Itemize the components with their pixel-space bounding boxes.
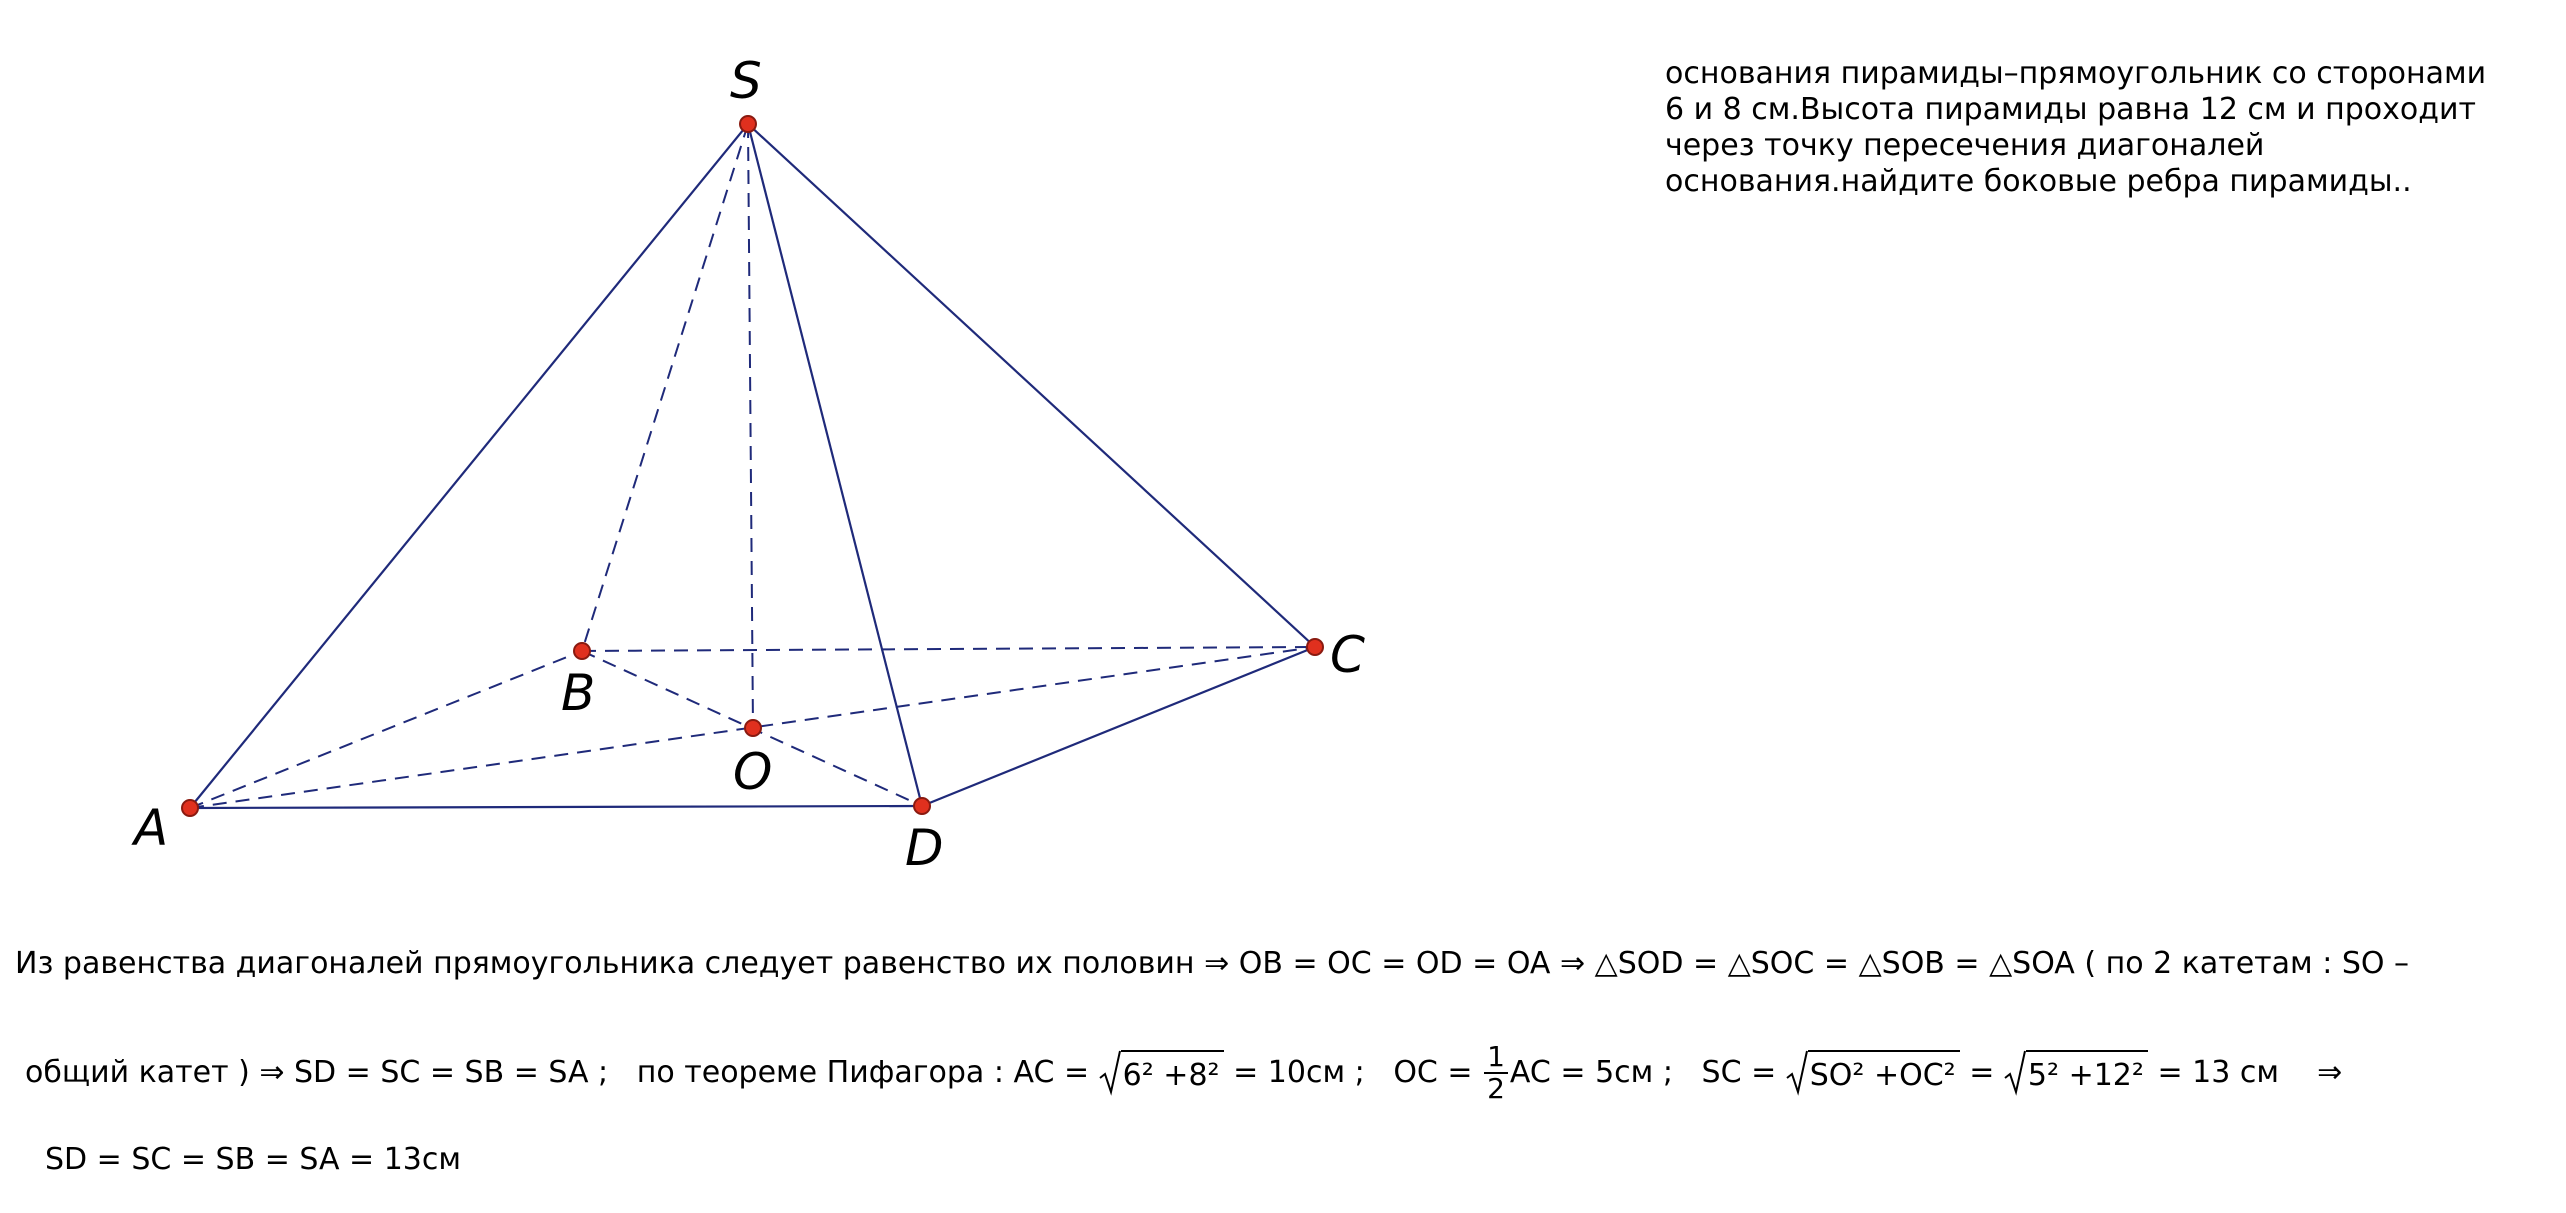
solution-line-2-text-d: = [1959,1055,2004,1090]
solution-line-1: Из равенства диагоналей прямоугольника следует равенство их половин ⇒ OB = OC = OD = OA ⇒ △SOD = △SOC = △SOB = △SOA ( по 2 катетам : SO – [15,946,2410,981]
solution-line-2-text-c: AC = 5см ; SC = [1509,1055,1786,1090]
edge-AD [190,806,922,808]
radical-sign-icon [1099,1050,1121,1096]
fraction-numerator: 1 [1484,1042,1508,1074]
radical-sign-icon [2004,1050,2026,1096]
edge-SB [582,124,748,651]
point-S [740,116,756,132]
sqrt-body-sc: SO² +OC² [1808,1050,1960,1096]
edge-AB [190,651,582,808]
point-D [914,798,930,814]
label-O: O [733,743,773,801]
problem-line-3: через точку пересечения диагоналей [1665,128,2265,163]
sqrt-body-ac: 6² +8² [1121,1050,1224,1096]
solution-line-2 [25,1042,2342,1104]
edge-SA [190,124,748,808]
point-A [182,800,198,816]
solution-line-2-text-e: = 13 см ⇒ [2147,1055,2343,1090]
edge-DC [922,647,1315,806]
label-A: A [134,799,169,857]
fraction-one-half [1484,1042,1508,1104]
point-B [574,643,590,659]
label-S: S [730,52,762,110]
problem-line-2: 6 и 8 см.Высота пирамиды равна 12 см и проходит [1665,92,2476,127]
label-B: B [561,664,596,722]
edge-SD [748,124,922,806]
label-D: D [905,819,944,877]
sqrt-expression-ac [1099,1050,1224,1096]
point-C [1307,639,1323,655]
solution-line-2-text-b: = 10см ; OC = [1223,1055,1483,1090]
edge-SO [748,124,753,728]
sqrt-expression-sc [1786,1050,1960,1096]
sqrt-expression-numeric [2004,1050,2148,1096]
sqrt-body-numeric: 5² +12² [2026,1050,2148,1096]
fraction-denominator: 2 [1487,1072,1505,1105]
problem-statement [1665,56,2545,200]
edge-SC [748,124,1315,647]
pyramid-diagram [0,0,1450,900]
problem-line-1: основания пирамиды–прямоугольник со сторонами [1665,56,2487,91]
dashed-edges [190,124,1315,808]
edge-BC [582,647,1315,651]
point-O [745,720,761,736]
solution-line-2-text-a: общий катет ) ⇒ SD = SC = SB = SA ; по теореме Пифагора : AC = [25,1055,1099,1090]
radical-sign-icon [1786,1050,1808,1096]
solution-line-3: SD = SC = SB = SA = 13см [45,1142,462,1177]
label-C: C [1330,626,1365,684]
problem-line-4: основания.найдите боковые ребра пирамиды.. [1665,164,2412,199]
